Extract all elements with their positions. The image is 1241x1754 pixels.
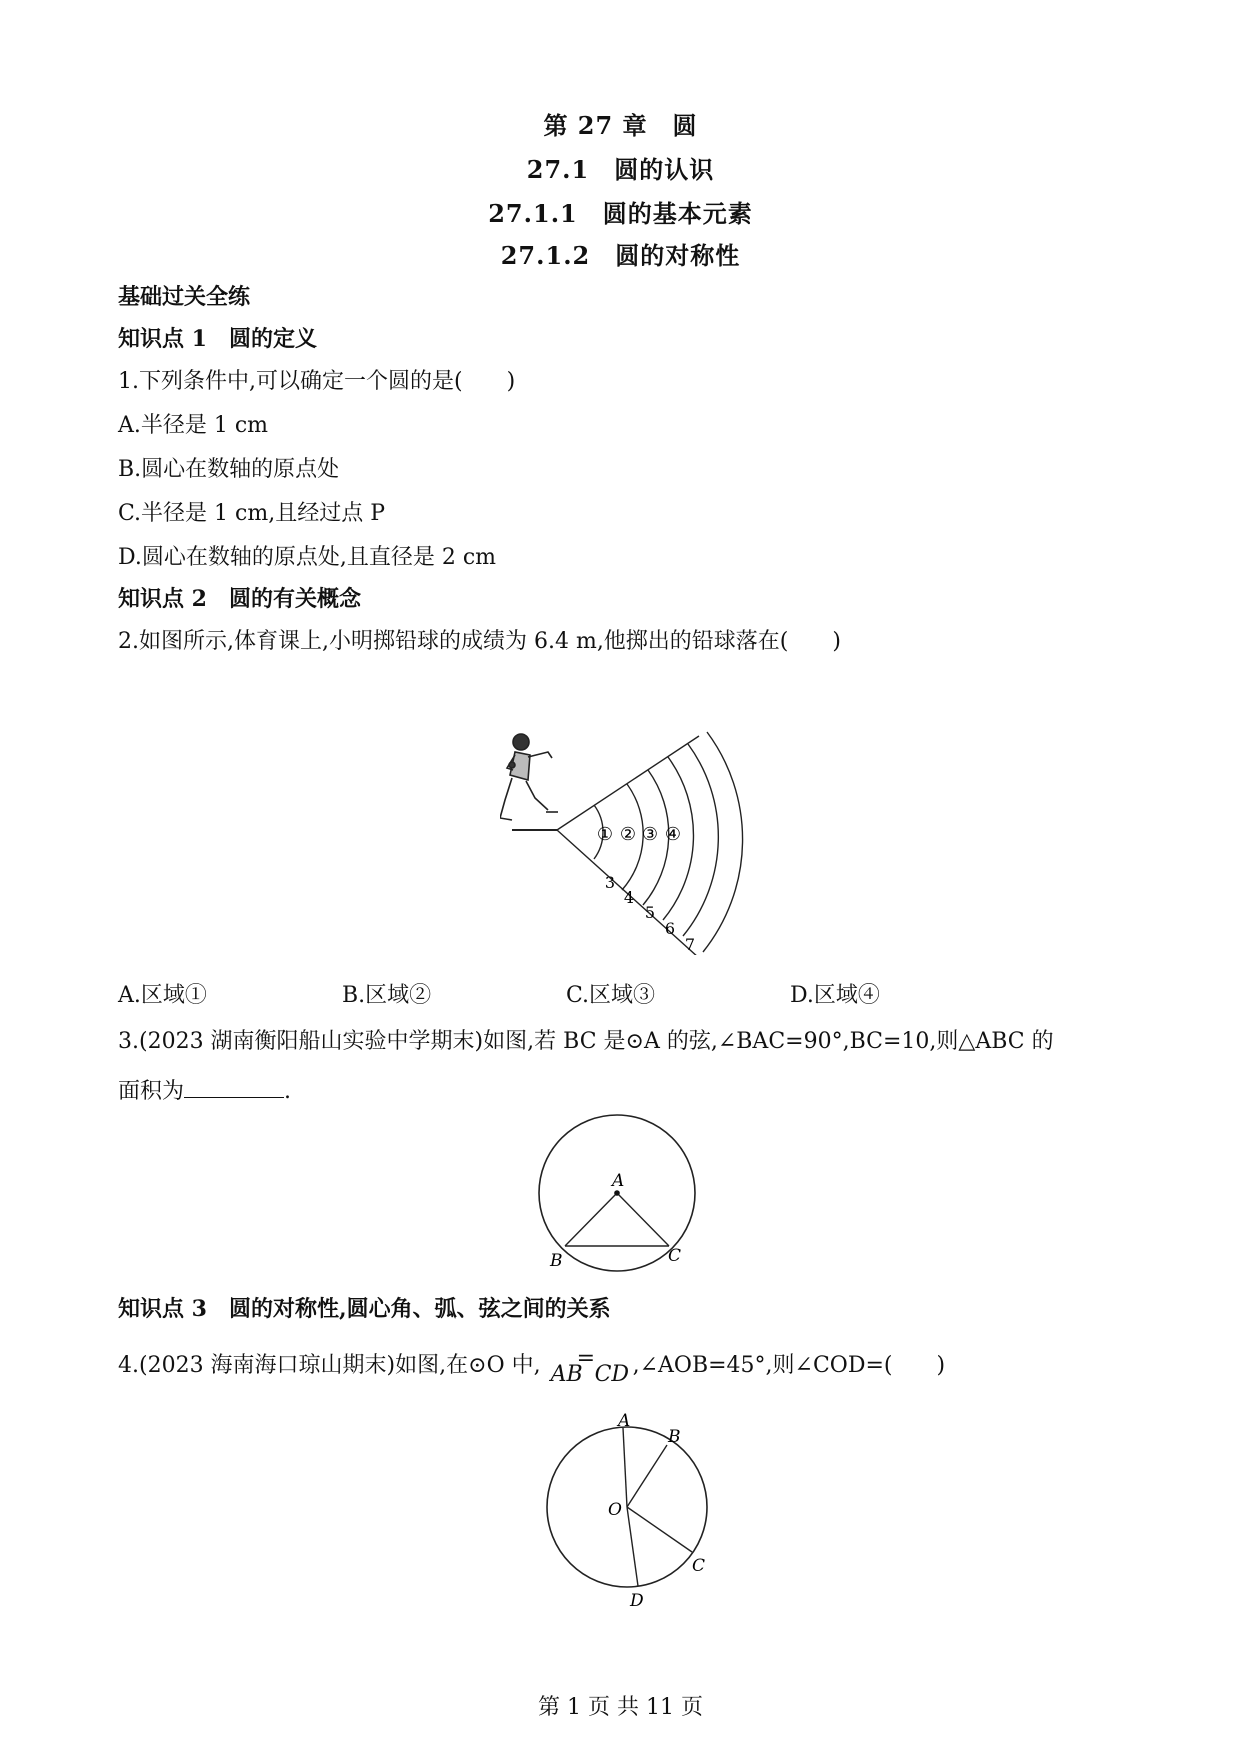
- question-4-stem-part2: ,∠AOB=45°,则∠COD=( ): [632, 1353, 946, 1378]
- label-d: D: [630, 1591, 644, 1610]
- circle-a-figure: [530, 1108, 710, 1278]
- question-1-stem: 1.下列条件中,可以确定一个圆的是( ): [118, 369, 516, 394]
- region-label-4: ④: [664, 824, 682, 845]
- label-a: A: [618, 1411, 631, 1431]
- answer-blank: [184, 1077, 284, 1098]
- knowledge-point-3: 知识点 3 圆的对称性,圆心角、弧、弦之间的关系: [118, 1296, 611, 1322]
- knowledge-point-2: 知识点 2 圆的有关概念: [118, 586, 361, 612]
- arc-6m: [683, 744, 718, 936]
- distance-label-7: 7: [684, 935, 696, 954]
- label-a: A: [612, 1171, 625, 1191]
- equals-sign: =: [576, 1346, 596, 1371]
- radius-oc: [627, 1507, 692, 1552]
- question-2-stem: 2.如图所示,体育课上,小明掷铅球的成绩为 6.4 m,他掷出的铅球落在( ): [118, 629, 841, 654]
- question-1-option-b: B.圆心在数轴的原点处: [118, 457, 340, 482]
- distance-label-5: 5: [644, 903, 656, 922]
- label-c: C: [692, 1556, 706, 1576]
- label-o: O: [608, 1500, 622, 1520]
- radius-oa: [623, 1428, 627, 1507]
- question-2-option-c: C.区域③: [566, 983, 656, 1008]
- region-label-3: ③: [641, 824, 659, 845]
- question-4-stem: [118, 1346, 946, 1387]
- label-c: C: [668, 1246, 682, 1266]
- question-3-stem: 3.(2023 湖南衡阳船山实验中学期末)如图,若 BC 是⊙A 的弦,∠BAC=90°,BC=10,则△ABC 的: [118, 1029, 1054, 1054]
- distance-label-4: 4: [623, 888, 635, 907]
- section-title: 27.1 圆的认识: [526, 155, 715, 184]
- chapter-title: 第 27 章 圆: [543, 111, 698, 140]
- arc-ab-label: AB: [550, 1362, 583, 1387]
- subsection-title-2: 27.1.2 圆的对称性: [500, 241, 741, 270]
- knowledge-point-1: 知识点 1 圆的定义: [118, 326, 317, 352]
- question-1-option-d: D.圆心在数轴的原点处,且直径是 2 cm: [118, 545, 497, 570]
- radius-ob: [627, 1445, 667, 1507]
- region-label-2: ②: [619, 824, 637, 845]
- question-1-option-c: C.半径是 1 cm,且经过点 P: [118, 501, 385, 526]
- question-3-stem-line2: [118, 1074, 291, 1105]
- section-label: 基础过关全练: [118, 284, 251, 310]
- athlete-icon: [500, 734, 558, 820]
- page-footer: 第 1 页 共 11 页: [538, 1695, 703, 1720]
- segment-ac: [617, 1193, 669, 1246]
- circle-o-figure: [530, 1410, 730, 1610]
- arc-equality: [541, 1346, 633, 1387]
- shot-put-figure: [500, 725, 760, 955]
- question-2-option-d: D.区域④: [790, 983, 880, 1008]
- question-1-option-a: A.半径是 1 cm: [118, 413, 269, 438]
- question-2-option-b: B.区域②: [342, 983, 432, 1008]
- subsection-title-1: 27.1.1 圆的基本元素: [488, 199, 753, 228]
- distance-label-3: 3: [604, 873, 616, 892]
- distance-label-6: 6: [664, 919, 676, 938]
- question-4-stem-part1: 4.(2023 海南海口琼山期末)如图,在⊙O 中,: [118, 1353, 541, 1378]
- question-3-area-prompt: 面积为: [118, 1079, 185, 1104]
- arc-7m: [703, 732, 743, 952]
- label-b: B: [550, 1251, 563, 1271]
- question-3-period: .: [284, 1079, 292, 1104]
- arc-cd-label: CD: [594, 1362, 630, 1387]
- center-point-a: [614, 1190, 620, 1196]
- radius-od: [627, 1507, 638, 1586]
- question-2-option-a: A.区域①: [118, 983, 207, 1008]
- segment-ab: [565, 1193, 617, 1246]
- label-b: B: [668, 1427, 681, 1447]
- region-label-1: ①: [596, 824, 614, 845]
